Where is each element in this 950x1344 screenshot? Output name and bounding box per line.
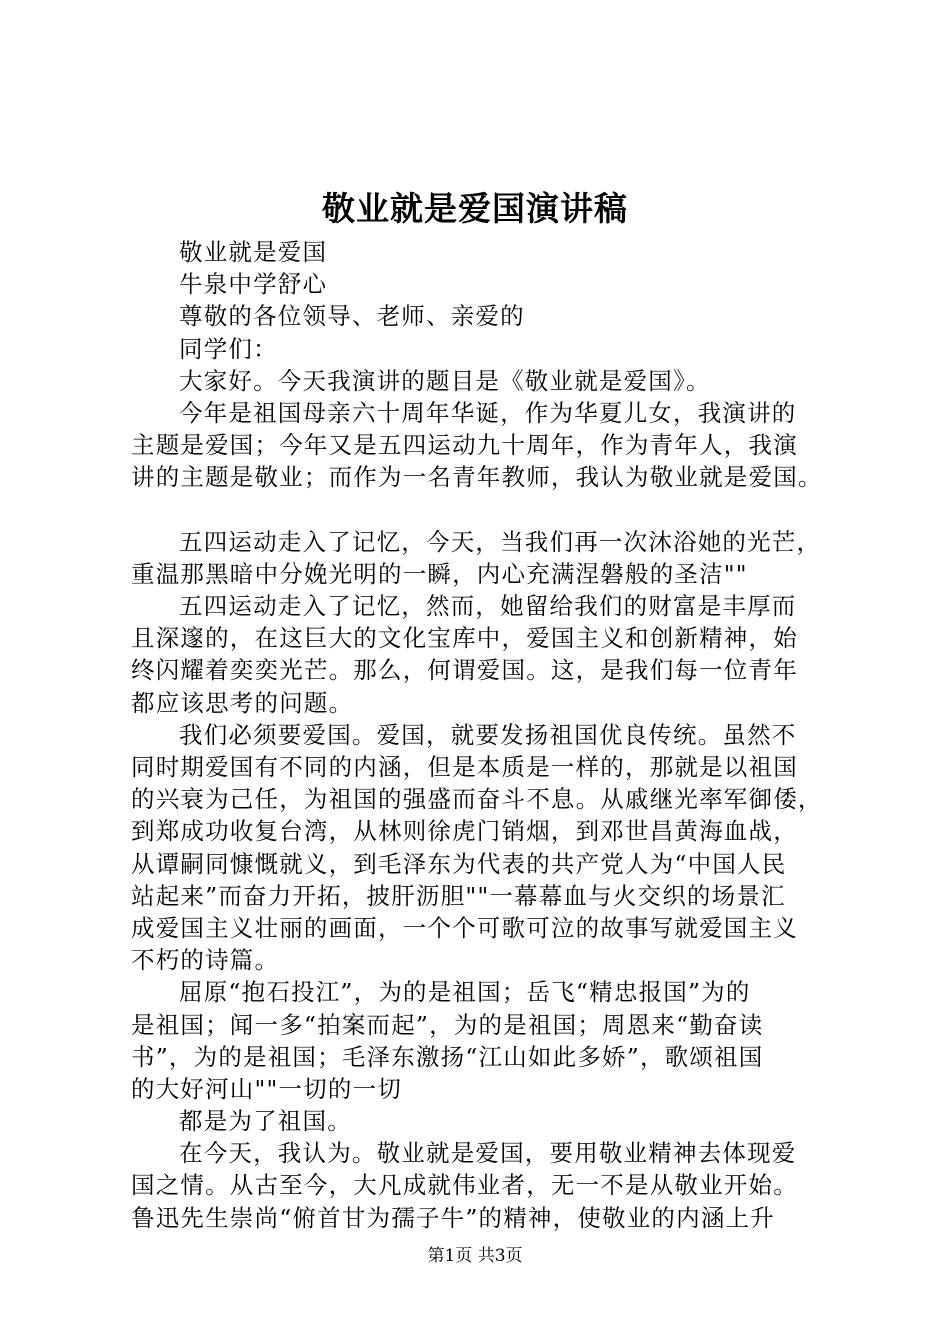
- text-line: 站起来”而奋力开拓，披肝沥胆""一幕幕血与火交织的场景汇: [131, 881, 786, 910]
- text-line: 不朽的诗篇。: [131, 946, 280, 975]
- text-line: 讲的主题是敬业；而作为一名青年教师，我认为敬业就是爱国。: [131, 463, 823, 492]
- text-line: 到郑成功收复台湾，从林则徐虎门销烟，到邓世昌黄海血战，: [131, 817, 798, 846]
- text-line: 终闪耀着奕奕光芒。那么，何谓爱国。这，是我们每一位青年: [131, 656, 798, 685]
- text-line: 且深邃的，在这巨大的文化宝库中，爱国主义和创新精神，始: [131, 624, 798, 653]
- paragraph-gap: [131, 494, 851, 526]
- document-body: [131, 236, 851, 1234]
- text-line: 敬业就是爱国: [179, 238, 328, 266]
- text-line: 今年是祖国母亲六十周年华诞，作为华夏儿女，我演讲的: [179, 398, 797, 427]
- text-line: 重温那黑暗中分娩光明的一瞬，内心充满涅磐般的圣洁"": [131, 559, 748, 588]
- text-line: 我们必须要爱国。爱国，就要发扬祖国优良传统。虽然不: [179, 720, 797, 749]
- text-line: 的大好河山""一切的一切: [131, 1074, 403, 1103]
- text-line: 尊敬的各位领导、老师、亲爱的: [179, 302, 525, 331]
- text-line: 国之情。从古至今，大凡成就伟业者，无一不是从敬业开始。: [131, 1171, 798, 1200]
- text-line: 同时期爱国有不同的内涵，但是本质是一样的，那就是以祖国: [131, 753, 798, 781]
- text-line: 五四运动走入了记忆，然而，她留给我们的财富是丰厚而: [179, 592, 797, 621]
- text-line: 屈原“抱石投江”，为的是祖国；岳飞“精忠报国”为的: [179, 978, 751, 1007]
- text-line: 同学们：: [179, 334, 278, 363]
- page-number-footer: 第1页 共3页: [427, 1246, 523, 1266]
- text-line: 牛泉中学舒心: [179, 270, 328, 299]
- text-line: 五四运动走入了记忆，今天，当我们再一次沐浴她的光芒，: [179, 527, 822, 556]
- text-line: 的兴衰为己任，为祖国的强盛而奋斗不息。从戚继光率军御倭，: [131, 785, 823, 814]
- document-title: 敬业就是爱国演讲稿: [322, 189, 628, 228]
- text-line: 书”，为的是祖国；毛泽东激扬“江山如此多娇”，歌颂祖国: [131, 1042, 764, 1071]
- text-line: 鲁迅先生崇尚“俯首甘为孺子牛”的精神，使敬业的内涵上升: [131, 1203, 775, 1232]
- text-line: 从谭嗣同慷慨就义，到毛泽东为代表的共产党人为“中国人民: [131, 849, 787, 878]
- text-line: 主题是爱国；今年又是五四运动九十周年，作为青年人，我演: [131, 431, 798, 460]
- text-line: 都应该思考的问题。: [131, 688, 354, 717]
- text-line: 都是为了祖国。: [179, 1107, 352, 1136]
- text-line: 大家好。今天我演讲的题目是《敬业就是爱国》。: [179, 366, 711, 395]
- text-line: 是祖国；闻一多“拍案而起”，为的是祖国；周恩来“勤奋读: [131, 1010, 764, 1039]
- text-line: 在今天，我认为。敬业就是爱国，要用敬业精神去体现爱: [179, 1139, 797, 1168]
- text-line: 成爱国主义壮丽的画面，一个个可歌可泣的故事写就爱国主义: [131, 913, 798, 942]
